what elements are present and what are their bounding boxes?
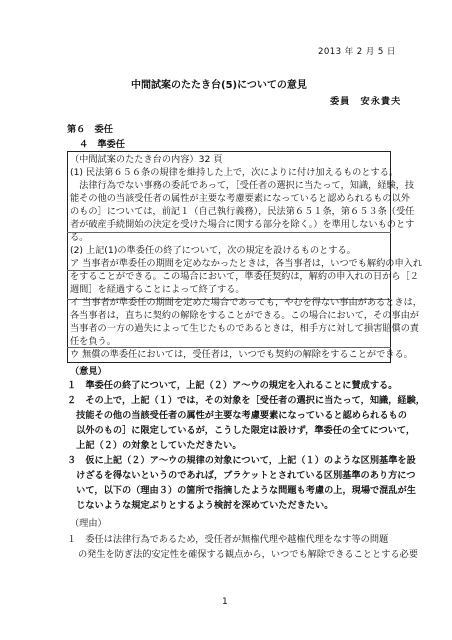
box-line: ウ 無償の準委任においては，受任者は，いつでも契約の解除をすることができる。 [70, 349, 413, 360]
opinion-line: けざるを得ないというのであれば，ブラケットとされている区別基準のあり方につ [67, 470, 416, 481]
page-number: 1 [222, 597, 228, 607]
box-line: イ 当事者が準委任の期間を定めた場合であっても，やむを得ない事由があるときは， [70, 297, 422, 308]
box-line: 当事者の一方の過失によって生じたものであるときは，相手方に対して損害賠償の責 [70, 323, 420, 334]
section-subheading: ４ 準委任 [79, 139, 125, 150]
opinion-line: １ 準委任の終了について，上記（２）ア～ウの規定を入れることに賛成する。 [67, 380, 398, 391]
reason-line: の発生を防ぎ法的安定性を確保する観点から，いつでも解除できることとする必要 [78, 549, 418, 560]
box-line: をすることができる。この場合において，準委任契約は，解約の申入れの日から［２ [70, 271, 419, 282]
opinion-line: 上記（２）の対象としていただきたい。 [67, 440, 242, 451]
box-line: (2) 上記(1)の準委任の終了について，次の規定を設けるものとする。 [70, 245, 356, 256]
box-line: る。 [70, 232, 89, 243]
section-heading: 第６ 委任 [67, 124, 113, 135]
reason-label: （理由） [70, 518, 107, 529]
opinion-line: ３ 仮に上記（２）ア～ウの規律の対象について，上記（１）のような区別基準を設 [67, 455, 416, 466]
document-author: 委員 安永貴夫 [330, 96, 402, 107]
box-line: のもの］については，前記１（自己執行義務），民法第６５１条，第６５３条（受任 [70, 206, 415, 217]
document-title: 中間試案のたたき台(5)についての意見 [131, 80, 307, 91]
box-line: 法律行為でない事務の委託であって，［受任者の選択に当たって，知識，経験，技 [70, 180, 415, 191]
document-date: 2013 年 2 月 5 日 [318, 47, 396, 57]
reason-line: １ 委任は法律行為であるため，受任者が無権代理や越権代理をなす等の問題 [67, 534, 389, 545]
box-line: 任を負う。 [70, 336, 116, 347]
box-line: 各当事者は，直ちに契約の解除をすることができる。この場合において，その事由が [70, 310, 419, 321]
box-line: 者が破産手続開始の決定を受けた場合に関する部分を除く。）を準用しないものとす [70, 219, 415, 230]
opinion-label: （意見） [70, 366, 107, 377]
opinion-line: じないような規定ぶりとするよう検討を深めていただきたい。 [67, 500, 334, 511]
opinion-line: 以外のもの］に限定しているが，こうした限定は設けず，準委任の全てについて， [67, 425, 416, 436]
box-divider-1 [67, 232, 391, 233]
box-line: (1) 民法第６５６条の規律を維持した上で，次によりに付け加えるものとする。 [70, 167, 399, 178]
box-line: 能その他の当該受任者の属性が主要な考慮要素になっていると認められるもの以外 [70, 193, 410, 204]
box-line: 週間］を経過することによって終了する。 [70, 284, 245, 295]
box-line: ア 当事者が準委任の期間を定めなかったときは，各当事者は，いつでも解約の申入れ [70, 258, 423, 269]
opinion-line: ２ その上で，上記（１）では，その対象を［受任者の選択に当たって，知識，経験， [67, 395, 425, 406]
opinion-line: いて，以下の（理由３）の箇所で指摘したような問題も考慮の上，現場で混乱が生 [67, 485, 416, 496]
opinion-line: 技能その他の当該受任者の属性が主要な考慮要素になっていると認められるもの [67, 410, 407, 421]
box-line: （中間試案のたたき台の内容）32 頁 [70, 154, 223, 165]
